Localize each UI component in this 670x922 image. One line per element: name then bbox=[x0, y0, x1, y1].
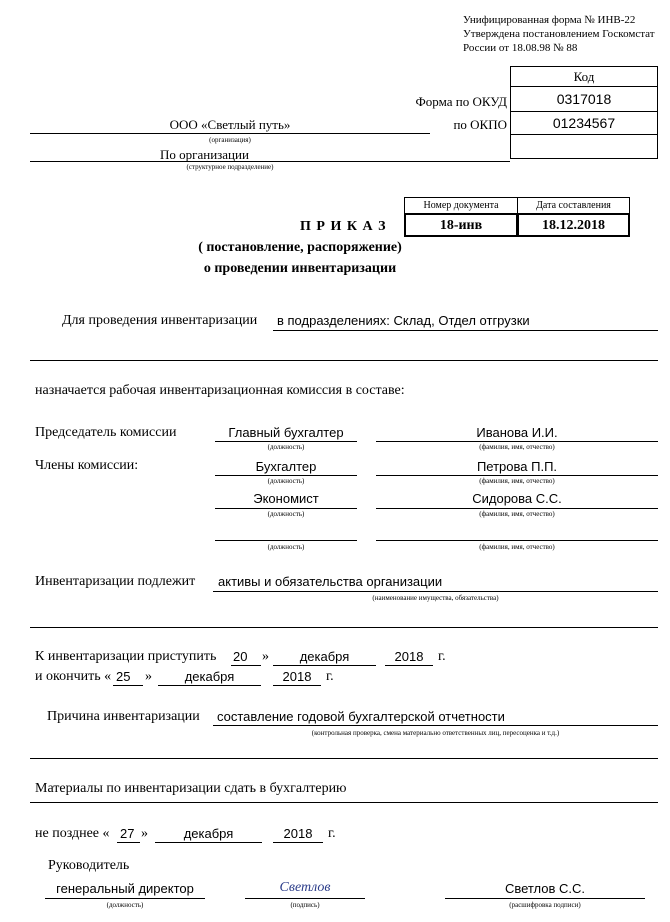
form-header-line2: Утверждена постановлением Госкомстат bbox=[463, 28, 655, 40]
doc-title: П Р И К А З bbox=[300, 219, 387, 234]
inventory-subject-value: активы и обязательства организации bbox=[218, 574, 443, 589]
chairman-name-caption: (фамилия, имя, отчество) bbox=[479, 443, 555, 451]
chairman-position-caption: (должность) bbox=[267, 443, 305, 451]
end-prefix: и окончить « bbox=[35, 669, 112, 684]
member1-name: Петрова П.П. bbox=[476, 459, 558, 474]
inventory-subject-label: Инвентаризации подлежит bbox=[35, 574, 196, 589]
kod-label: Код bbox=[573, 69, 595, 84]
member3-name-caption: (фамилия, имя, отчество) bbox=[479, 543, 555, 551]
member1-position: Бухгалтер bbox=[255, 459, 317, 474]
start-close-quote: » bbox=[262, 649, 269, 664]
end-month: декабря bbox=[184, 669, 235, 684]
inventory-subject-caption: (наименование имущества, обязательства) bbox=[372, 594, 499, 602]
chairman-label: Председатель комиссии bbox=[35, 425, 177, 440]
start-day: 20 bbox=[233, 649, 248, 664]
head-signature: Светлов bbox=[279, 880, 331, 895]
doc-subject: о проведении инвентаризации bbox=[203, 261, 397, 276]
doc-subtitle: ( постановление, распоряжение) bbox=[198, 240, 402, 255]
doc-number: 18-инв bbox=[439, 218, 483, 233]
end-year-suffix: г. bbox=[326, 669, 334, 684]
reason-label: Причина инвентаризации bbox=[47, 709, 200, 724]
purpose-value: в подразделениях: Склад, Отдел отгрузки bbox=[277, 313, 530, 328]
members-label: Члены комиссии: bbox=[35, 458, 139, 473]
end-close-quote: » bbox=[145, 669, 152, 684]
purpose-label: Для проведения инвентаризации bbox=[62, 313, 258, 328]
start-year-suffix: г. bbox=[438, 649, 446, 664]
chairman-name: Иванова И.И. bbox=[476, 425, 558, 440]
member2-position-caption: (должность) bbox=[267, 510, 305, 518]
start-prefix: К инвентаризации приступить bbox=[35, 649, 217, 664]
head-position-caption: (должность) bbox=[106, 901, 144, 909]
member2-name-caption: (фамилия, имя, отчество) bbox=[479, 510, 555, 518]
reason-caption: (контрольная проверка, смена материально ответственных лиц, пересоценка и т.д.) bbox=[311, 729, 560, 737]
deadline-month: декабря bbox=[183, 826, 234, 841]
okpo-label: по ОКПО bbox=[453, 117, 507, 132]
head-label: Руководитель bbox=[48, 858, 130, 873]
head-decode-caption: (расшифровка подписи) bbox=[509, 901, 581, 909]
okud-value: 0317018 bbox=[556, 91, 612, 107]
doc-date-label: Дата составления bbox=[536, 200, 611, 211]
deadline-prefix: не позднее « bbox=[35, 826, 110, 841]
doc-date: 18.12.2018 bbox=[542, 218, 605, 233]
member3-position-caption: (должность) bbox=[267, 543, 305, 551]
doc-number-label: Номер документа bbox=[423, 200, 499, 211]
okud-label: Форма по ОКУД bbox=[415, 94, 507, 109]
member2-position: Экономист bbox=[253, 491, 319, 506]
head-signature-caption: (подпись) bbox=[290, 901, 320, 909]
member2-name: Сидорова С.С. bbox=[472, 491, 562, 506]
end-year: 2018 bbox=[282, 669, 312, 684]
org-caption: (организация) bbox=[209, 136, 251, 144]
org-name: ООО «Светлый путь» bbox=[169, 117, 291, 132]
subdivision-caption: (структурное подразделение) bbox=[186, 163, 274, 171]
form-header-line3: России от 18.08.98 № 88 bbox=[463, 42, 578, 54]
head-decode: Светлов С.С. bbox=[504, 881, 586, 896]
head-position: генеральный директор bbox=[56, 881, 194, 896]
deadline-year-suffix: г. bbox=[328, 826, 336, 841]
member1-name-caption: (фамилия, имя, отчество) bbox=[479, 477, 555, 485]
okpo-value: 01234567 bbox=[552, 115, 616, 131]
end-day: 25 bbox=[116, 669, 131, 684]
materials-text: Материалы по инвентаризации сдать в бухгалтерию bbox=[35, 781, 347, 796]
deadline-day: 27 bbox=[120, 826, 135, 841]
start-month: декабря bbox=[299, 649, 350, 664]
chairman-position: Главный бухгалтер bbox=[228, 425, 344, 440]
form-header-line1: Унифицированная форма № ИНВ-22 bbox=[463, 14, 636, 26]
reason-value: составление годовой бухгалтерской отчетности bbox=[217, 709, 505, 724]
deadline-close-quote: » bbox=[141, 826, 148, 841]
member1-position-caption: (должность) bbox=[267, 477, 305, 485]
deadline-year: 2018 bbox=[283, 826, 313, 841]
subdivision-value: По организации bbox=[160, 147, 249, 162]
commission-intro: назначается рабочая инвентаризационная комиссия в составе: bbox=[35, 383, 405, 398]
start-year: 2018 bbox=[394, 649, 424, 664]
